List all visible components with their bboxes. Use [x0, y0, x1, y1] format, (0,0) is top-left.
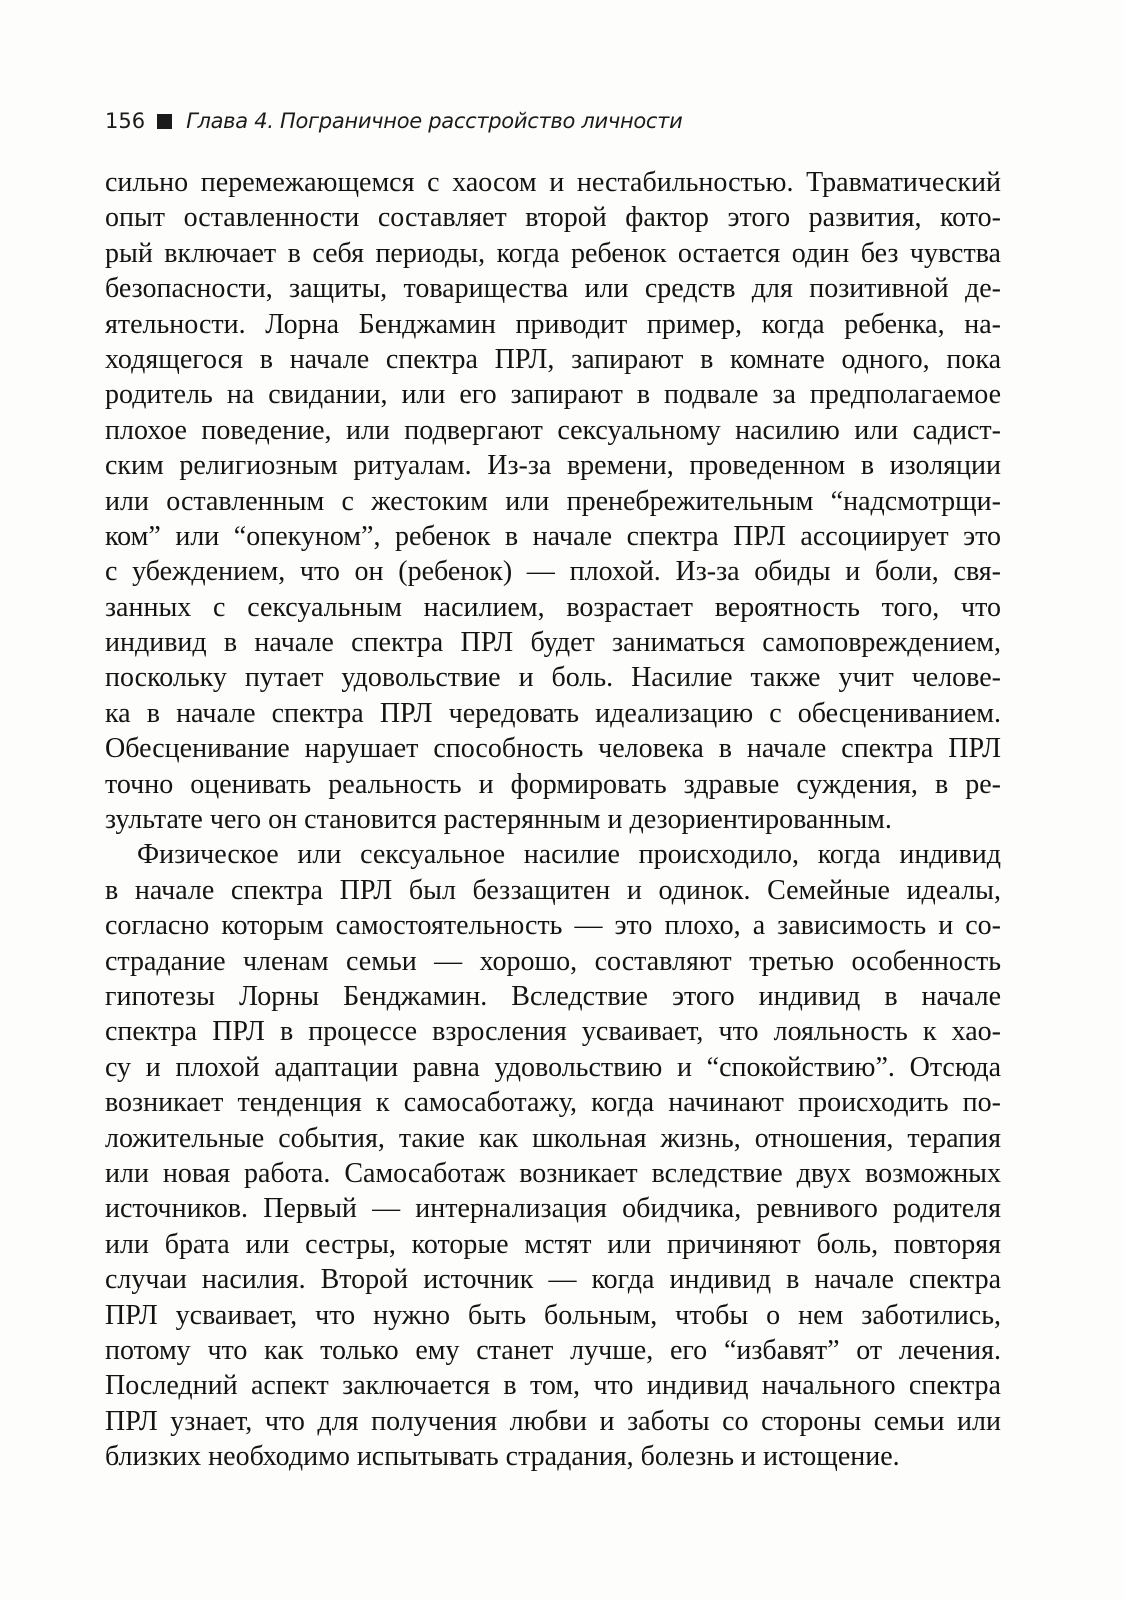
running-head [105, 104, 682, 138]
text-line: занных с сексуальным насилием, возрастает вероятность того, что [105, 591, 1001, 623]
chapter-title: Глава 4. Пограничное расстройство личности [186, 109, 683, 133]
text-line: с убеждением, что он (ребенок) — плохой. Из-за обиды и боли, свя- [105, 556, 1001, 588]
text-line: источников. Первый — интернализация обидчика, ревнивого родителя [105, 1193, 1001, 1225]
text-line: безопасности, защиты, товарищества или средств для позитивной де- [105, 273, 1001, 305]
paragraph-2 [105, 837, 1001, 1474]
text-line: родитель на свидании, или его запирают в подвале за предполагаемое [105, 379, 1001, 411]
square-bullet-icon [157, 114, 172, 129]
text-line: ка в начале спектра ПРЛ чередовать идеализацию с обесцениванием. [105, 697, 1001, 729]
text-line: зультате чего он становится растерянным и дезориентированным. [105, 804, 892, 836]
text-line: случаи насилия. Второй источник — когда индивид в начале спектра [105, 1264, 1001, 1296]
text-line: спектра ПРЛ в процессе взросления усваивает, что лояльность к хао- [105, 1016, 1001, 1048]
text-line: индивид в начале спектра ПРЛ будет заниматься самоповреждением, [105, 627, 1001, 659]
text-line: в начале спектра ПРЛ был беззащитен и одинок. Семейные идеалы, [105, 874, 1001, 906]
text-line: сильно перемежающемся с хаосом и нестабильностью. Травматический [105, 167, 1001, 198]
text-line: близких необходимо испытывать страдания, болезнь и истощение. [105, 1441, 900, 1473]
text-line: су и плохой адаптации равна удовольствию и “спокойствию”. Отсюда [105, 1051, 1001, 1083]
text-line: потому что как только ему станет лучше, его “избавят” от лечения. [105, 1334, 1001, 1366]
text-line: опыт оставленности составляет второй фактор этого развития, кото- [105, 202, 1001, 234]
text-line: или брата или сестры, которые мстят или причиняют боль, повторяя [105, 1228, 1001, 1260]
text-line: согласно которым самостоятельность — это плохо, а зависимость и со- [105, 910, 1001, 942]
text-line: страдание членам семьи — хорошо, составляют третью особенность [105, 945, 1001, 977]
text-line: ПРЛ усваивает, что нужно быть больным, чтобы о нем заботились, [105, 1299, 1001, 1331]
text-line: ложительные события, такие как школьная жизнь, отношения, терапия [105, 1122, 1001, 1154]
text-line: гипотезы Лорны Бенджамин. Вследствие этого индивид в начале [105, 980, 1001, 1012]
text-line: или новая работа. Самосаботаж возникает вследствие двух возможных [105, 1157, 1001, 1189]
text-line: Последний аспект заключается в том, что индивид начального спектра [105, 1370, 1001, 1402]
text-line: ским религиозным ритуалам. Из-за времени, проведенном в изоляции [105, 450, 1001, 482]
text-line: точно оценивать реальность и формировать здравые суждения, в ре- [105, 768, 1001, 800]
text-line: рый включает в себя периоды, когда ребенок остается один без чувства [105, 237, 1001, 269]
text-line: плохое поведение, или подвергают сексуальному насилию или садист- [105, 414, 1001, 446]
text-line: ком” или “опекуном”, ребенок в начале спектра ПРЛ ассоциирует это [105, 520, 1001, 552]
text-line: Физическое или сексуальное насилие происходило, когда индивид [137, 839, 1001, 871]
text-line: поскольку путает удовольствие и боль. Насилие также учит челове- [105, 662, 1001, 694]
text-line: ятельности. Лорна Бенджамин приводит пример, когда ребенка, на- [105, 308, 1001, 340]
page-number: 156 [105, 109, 146, 133]
paragraph-1 [105, 165, 1001, 837]
text-line: или оставленным с жестоким или пренебрежительным “надсмотрщи- [105, 485, 1001, 517]
body-text [105, 165, 1001, 1474]
text-line: Обесценивание нарушает способность человека в начале спектра ПРЛ [105, 733, 1001, 765]
text-line: ходящегося в начале спектра ПРЛ, запирают в комнате одного, пока [105, 343, 1001, 375]
text-line: ПРЛ узнает, что для получения любви и заботы со стороны семьи или [105, 1405, 1001, 1437]
text-line: возникает тенденция к самосаботажу, когда начинают происходить по- [105, 1087, 1001, 1119]
